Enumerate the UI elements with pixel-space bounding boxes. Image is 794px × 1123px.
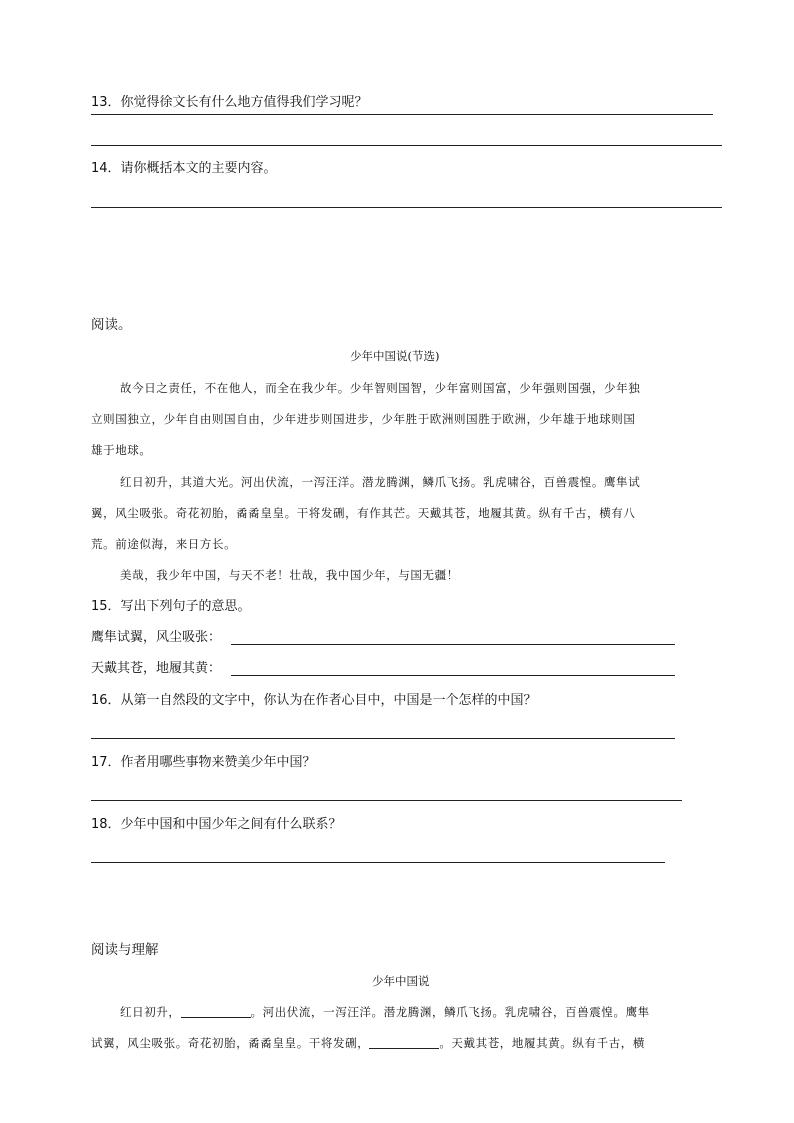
passage-p1-line1: 故今日之责任，不在他人，而全在我少年。少年智则国智，少年富则国富，少年强则国强，少年独: [120, 381, 641, 395]
section-label-read-understand: 阅读与理解: [91, 942, 159, 958]
question-18: 18．少年中国和中国少年之间有什么联系？: [91, 817, 342, 832]
passage-p1-line2: 立则国独立，少年自由则国自由，少年进步则国进步，少年胜于欧洲则国胜于欧洲，少年雄于地球则国: [91, 412, 636, 426]
passage2-line1-end: 。河出伏流，一泻汪洋。潜龙腾渊，鳞爪飞扬。乳虎啸谷，百兽震惶。鹰隼: [250, 1005, 650, 1019]
question-15: 15．写出下列句子的意思。: [91, 599, 251, 614]
passage-p2-line1: 红日初升，其道大光。河出伏流，一泻汪洋。潜龙腾渊，鳞爪飞扬。乳虎啸谷，百兽震惶。鹰隼试: [120, 475, 641, 489]
passage2-line1-start: 红日初升，: [120, 1005, 181, 1019]
answer-line-15a: [231, 644, 675, 645]
passage2-line2-start: 试翼，风尘吸张。奇花初胎，矞矞皇皇。干将发硎，: [91, 1036, 370, 1050]
passage-title: 少年中国说(节选): [350, 349, 440, 363]
fill-blank-1[interactable]: [181, 1005, 251, 1018]
passage2-title: 少年中国说: [372, 974, 430, 988]
question-16: 16．从第一自然段的文字中，你认为在作者心目中，中国是一个怎样的中国？: [91, 693, 537, 708]
question-17: 17．作者用哪些事物来赞美少年中国？: [91, 755, 316, 770]
answer-line-16: [91, 738, 675, 739]
passage2-line2: [91, 1035, 645, 1051]
answer-line-14: [91, 207, 722, 208]
section-label-read: 阅读。: [91, 317, 132, 333]
question-14: 14．请你概括本文的主要内容。: [91, 161, 277, 176]
question-15-item-b: 天戴其苍，地履其黄：: [91, 661, 222, 676]
answer-line-13b: [91, 145, 722, 146]
question-13: 13．你觉得徐文长有什么地方值得我们学习呢？: [91, 95, 368, 110]
fill-blank-2[interactable]: [369, 1036, 439, 1049]
answer-line-15b: [231, 675, 675, 676]
question-15-item-a: 鹰隼试翼，风尘吸张：: [91, 630, 222, 645]
passage-p2-line2: 翼，风尘吸张。奇花初胎，矞矞皇皇。干将发硎，有作其芒。天戴其苍，地履其黄。纵有千古，横有八: [91, 506, 636, 520]
passage-p1-line3: 雄于地球。: [91, 443, 152, 457]
passage2-line1: [120, 1004, 650, 1020]
passage-p2-line3: 荒。前途似海，来日方长。: [91, 537, 237, 551]
answer-line-17: [91, 800, 682, 801]
answer-line-18: [91, 862, 665, 863]
passage2-line2-end: 。天戴其苍，地履其黄。纵有千古，横: [439, 1036, 646, 1050]
answer-line-13a: [91, 114, 713, 115]
passage-p3: 美哉，我少年中国，与天不老！壮哉，我中国少年，与国无疆！: [120, 568, 459, 582]
